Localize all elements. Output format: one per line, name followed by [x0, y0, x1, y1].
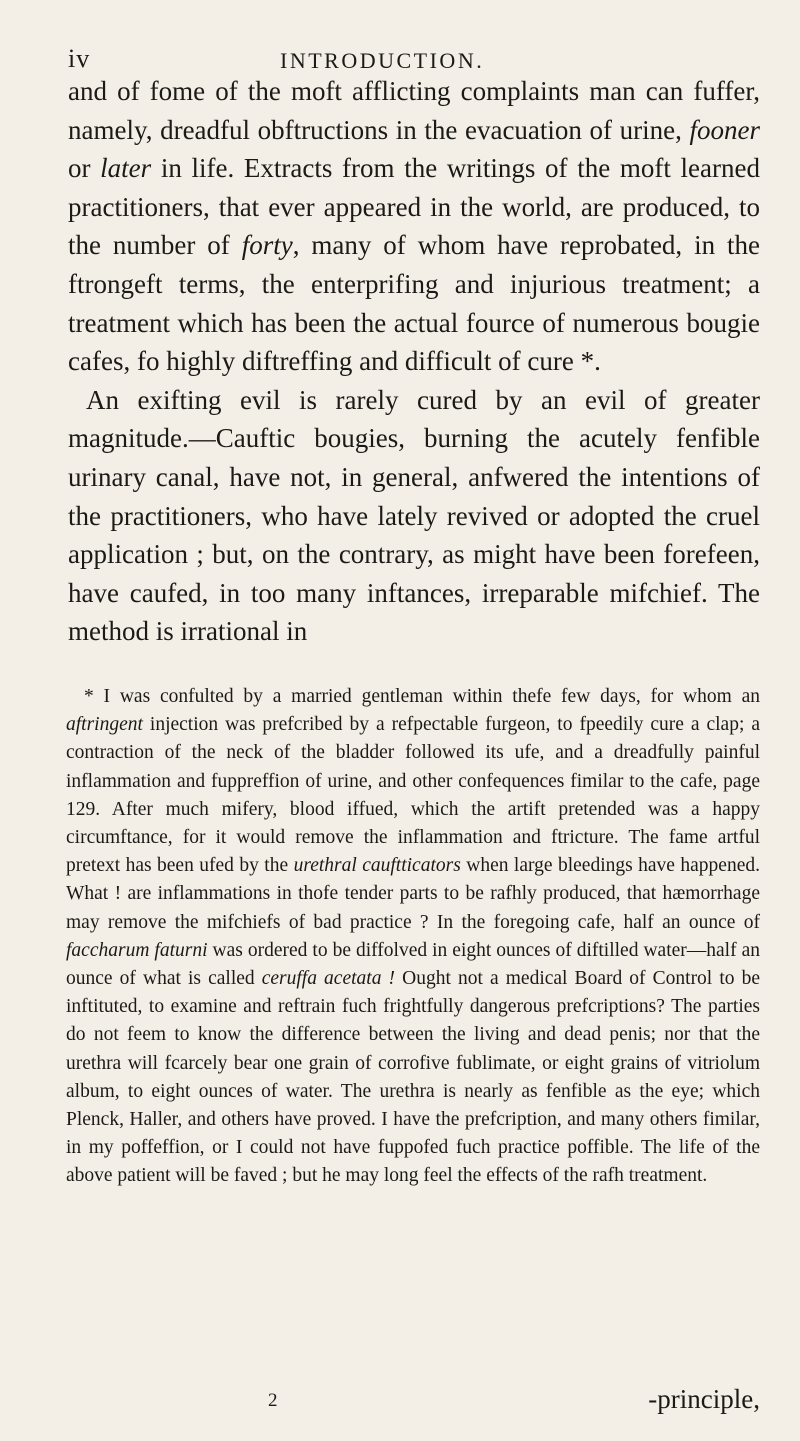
paragraph-1-text-a: and of fome of the moft afflicting complaints man can fuffer, namely, dreadful obftructions in the evacuation of urine,: [68, 76, 760, 145]
paragraph-1-italic-sooner: fooner: [689, 114, 760, 145]
paragraph-2: An exifting evil is rarely cured by an evil of greater magnitude.—Cauftic bougies, burning the acutely fenfible urinary canal, have not, in general, anfwered the intentions of the practitioners, who have lately revived or adopted the cruel application ; but, on the contrary, as might have been forefeen, have caufed, in too many inftances, irreparable mifchief. The method is irrational in: [68, 384, 760, 647]
footnote-text-e: Ought not a medical Board of Control to be inftituted, to examine and reftrain fuch frightfully dangerous prefcriptions? The parties do not feem to know the difference between the living and dead penis; nor that the urethra will fcarcely bear one grain of corrofive fublimate, or eight grains of vitriolum album, to eight ounces of water. The urethra is nearly as fenfible as the eye; which Plenck, Haller, and others have proved. I have the prefcription, and many others fimilar, in my poffeffion, or I could not have fuppofed fuch practice poffible. The life of the above patient will be faved ; but he may long feel the effects of the rafh treatment.: [66, 968, 760, 1187]
paragraph-1-text-d: , many of whom have reprobated, in the ftrongeft terms, the enterprifing and injurious treatment; a treatment which has been the actual fource of numerous bougie cafes, fo highly diftreffing and difficult of cure *.: [68, 230, 761, 377]
paragraph-1-italic-later: later: [100, 153, 152, 184]
paragraph-1-italic-forty: forty: [241, 230, 293, 261]
footnote-text-b: injection was prefcribed by a refpectable furgeon, to fpeedily cure a clap; a contraction of the neck of the bladder followed its ufe, and a dreadfully painful inflammation and fuppreffion of urine, and other confequences fimilar to the cafe, page 129. After much mifery, blood iffued, which the artift pretended was a happy circumftance, for it would remove the inflammation and ftricture. The fame artful pretext has been ufed by the: [66, 714, 760, 877]
footnote-text-a: * I was confulted by a married gentleman within thefe few days, for whom an: [84, 686, 760, 707]
paragraph-1: [68, 72, 760, 381]
page-number: iv: [68, 44, 91, 73]
footnote-paragraph: [66, 683, 760, 1191]
footnote-italic-cautericators: urethral cauftticators: [293, 855, 461, 877]
paragraph-1-text-b: or: [68, 153, 101, 184]
catchword: -principle,: [648, 1384, 760, 1414]
footnote-italic-saccharum: faccharum faturni: [66, 939, 208, 961]
signature-mark: 2: [268, 1390, 278, 1411]
footnote-italic-cerussa: ceruffa acetata !: [261, 968, 396, 990]
paragraph-1-text-c: in life. Extracts from the writings of the moft learned practitioners, that ever appeared in the world, are produced, to the number of: [68, 153, 760, 261]
footnote-text-d: was ordered to be diffolved in eight ounces of diftilled water—half an ounce of what is called: [66, 939, 760, 990]
main-text: [68, 72, 760, 651]
footnote-text-c: when large bleedings have happened. What ! are inflammations in thofe tender parts to be rafhly produced, that hæmorrhage may remove the mifchiefs of bad practice ? In the foregoing cafe, half an ounce of: [66, 855, 760, 933]
footnote: [66, 683, 760, 1191]
running-head: INTRODUCTION.: [280, 48, 485, 73]
page-footer: [68, 1384, 760, 1420]
footnote-italic-astringent: aftringent: [66, 714, 143, 736]
